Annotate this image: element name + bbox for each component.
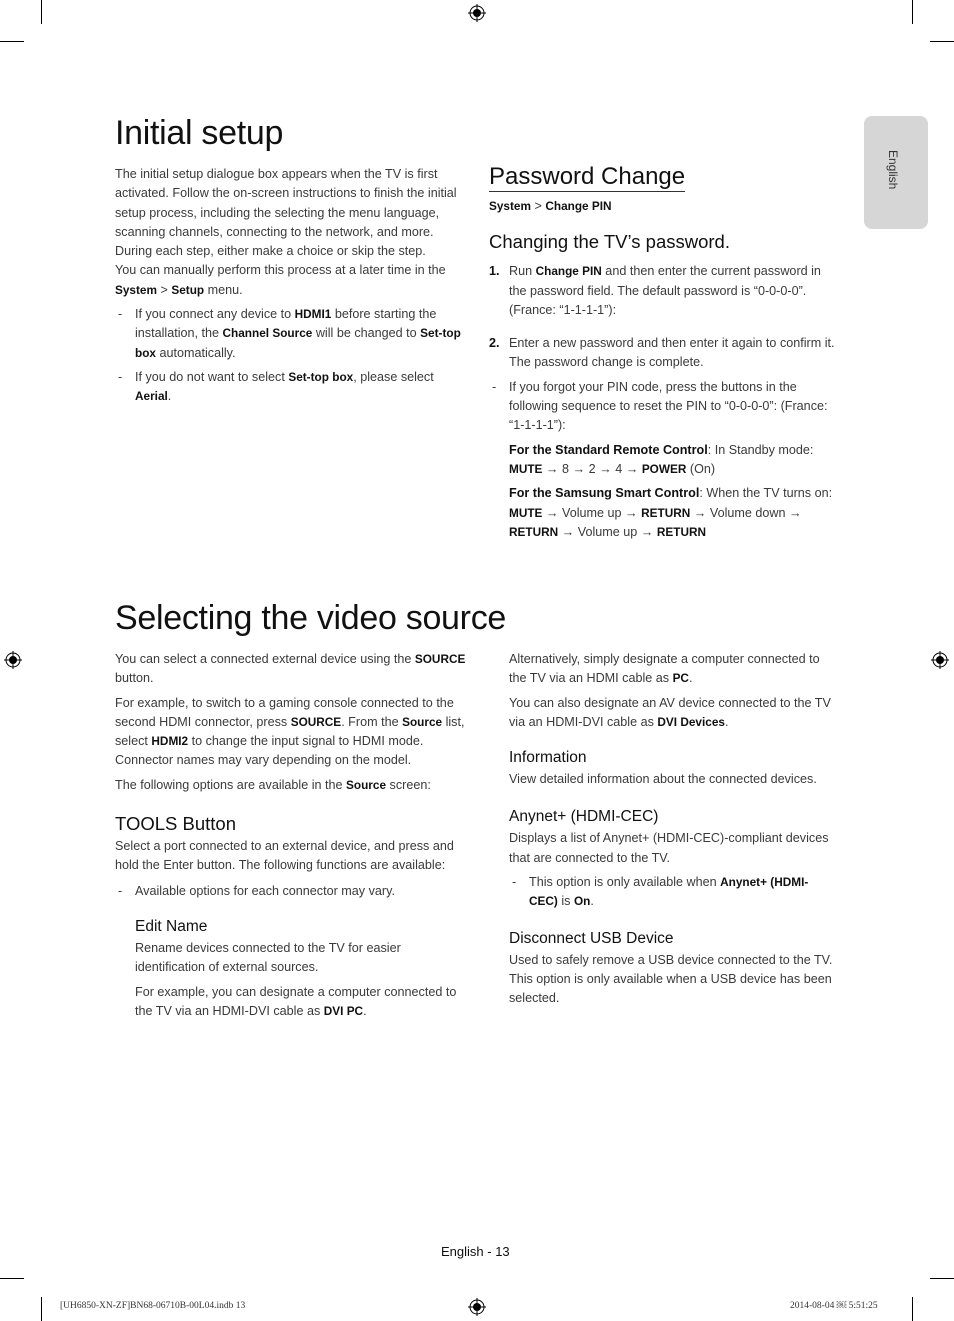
text-run: before starting the installation, the [135,307,437,341]
crop-mark [0,41,24,42]
video-source-right-column [509,650,837,1014]
on-label: On [573,894,591,909]
text-run: > [530,199,546,213]
crop-mark [41,1297,42,1321]
text-run: If you connect any device to [135,307,295,322]
standard-remote-label: For the Standard Remote Control [509,442,708,457]
text-run: This option is only available when [529,875,721,890]
source-list-label: Source [402,714,443,729]
text-run: You can manually perform this process at a later time in the [115,263,446,278]
pin-reset-note: - If you forgot your PIN code, press the buttons in the following sequence to reset the PIN to “0-0-0-0”: (France: “1-1-1-1”): [489,378,835,436]
crop-mark [912,1297,913,1321]
initial-setup-note-aerial [115,368,467,407]
anynet-note [509,873,837,912]
text-run: automatically. [155,345,236,360]
channel-source-label: Channel Source [222,326,313,341]
video-source-left-column [115,650,467,1026]
tools-options-note: - Available options for each connector may vary. [115,882,467,901]
mute-key-label: MUTE [509,461,543,476]
text-run: screen: [386,777,431,792]
standard-remote-sequence [489,441,835,480]
dvi-pc-label: DVI PC [323,1003,364,1018]
password-change-column [489,163,835,547]
text-run: . [167,389,172,404]
source-example [115,694,467,771]
registration-mark-icon [931,651,949,669]
smart-control-label: For the Samsung Smart Control [509,486,700,501]
information-text: View detailed information about the connected devices. [509,772,817,787]
text-run: Enter a new password and then enter it again to confirm it. The password change is complete. [509,336,835,370]
initial-setup-title: Initial setup [115,114,284,152]
menu-change-pin-label: Change PIN [545,199,612,213]
text-run: and then enter the current password in the password field. The default password is “0-0-0-0”. (France: “1-1-1-1”): [509,264,821,317]
registration-mark-icon [468,4,486,22]
crop-mark [930,41,954,42]
crop-mark [41,0,42,24]
registration-mark-icon [468,1298,486,1316]
menu-setup-label: Setup [171,282,205,297]
return-key-label: RETURN [641,505,691,520]
text-run: For example, you can designate a computer connected to the TV via an HDMI-DVI cable as [135,984,457,1018]
text-run: You can select a connected external device using the [115,652,415,666]
text-run: will be changed to [312,326,421,341]
return-key-label: RETURN [509,524,559,539]
crop-mark [912,0,913,24]
text-run: → Volume up → [558,524,657,539]
smart-control-sequence [489,484,835,542]
crop-mark [0,1278,24,1279]
text-run: Alternatively, simply designate a computer connected to the TV via an HDMI cable as [509,652,820,686]
dvi-devices-label: DVI Devices [657,714,725,729]
password-step-1 [489,262,835,320]
language-tab [864,116,928,229]
menu-system-label: System [115,282,157,297]
print-slug-left: [UH6850-XN-ZF]BN68-06710B-00L04.indb 13 [60,1301,246,1311]
initial-setup-column [115,165,467,412]
text-run: : When the TV turns on: [699,486,833,501]
text-run: You can also designate an AV device connected to the TV via an HDMI-DVI cable as [509,695,831,729]
initial-setup-manual-text [115,261,467,300]
text-run: → Volume up → [542,505,642,520]
text-run: If you do not want to select [135,369,289,384]
edit-name-example [115,983,467,1022]
source-screen-label: Source [346,777,387,792]
anynet-text: Displays a list of Anynet+ (HDMI-CEC)-compliant devices that are connected to the TV. [509,831,829,865]
text-run: is [557,894,574,909]
edit-name-heading: Edit Name [135,917,208,935]
text-run: , please select [353,369,434,384]
step-number: 2. [489,336,500,351]
text-run: . [724,714,729,729]
text-run: . [688,671,693,686]
page-number: English - 13 [441,1244,510,1259]
disconnect-usb-text: Used to safely remove a USB device connected to the TV. This option is only available when a USB device has been selected. [509,952,833,1006]
video-source-title: Selecting the video source [115,599,507,637]
text-run: . From the [341,714,403,729]
return-key-label: RETURN [656,524,707,539]
text-run: → 8 → 2 → 4 → [542,461,642,476]
power-key-label: POWER [641,461,687,476]
menu-system-label: System [489,199,531,213]
password-change-path [489,197,835,216]
text-run: : In Standby mode: [707,442,814,457]
language-tab-label: English [886,150,900,190]
set-top-box-label: Set-top box [135,326,461,360]
text-run: . [363,1003,367,1018]
aerial-label: Aerial [135,389,168,404]
hdmi2-label: HDMI2 [151,734,189,749]
print-slug-right: 2014-08-04 ￼ 5:51:25 [790,1301,878,1311]
menu-change-pin-label: Change PIN [535,264,602,279]
mute-key-label: MUTE [509,505,543,520]
text-run: menu. [204,282,243,297]
source-key-label: SOURCE [414,652,466,666]
text-run: The following options are available in the [115,777,347,792]
tools-button-heading: TOOLS Button [115,813,236,835]
set-top-box-label: Set-top box [288,369,354,384]
initial-setup-intro: The initial setup dialogue box appears when the TV is first activated. Follow the on-screen instructions to finish the initial setup process, including the selecting the menu language, scanning channels, connecting to the network, and more. During each step, either make a choice or skip the step. [115,167,457,259]
edit-name-text: Rename devices connected to the TV for easier identification of external sources. [135,940,401,975]
text-run: Run [509,264,536,279]
pc-designation-text [509,650,837,689]
source-key-label: SOURCE [290,714,342,729]
text-run: For example, to switch to a gaming console connected to the second HDMI connector, press [115,695,454,729]
disconnect-usb-heading: Disconnect USB Device [509,929,674,947]
text-run: (On) [686,461,716,476]
text-run: to change the input signal to HDMI mode. Connector names may vary depending on the model. [115,734,424,768]
text-run: > [156,282,172,297]
pc-label: PC [672,671,689,686]
av-designation-text [509,694,837,733]
initial-setup-note-hdmi [115,305,467,363]
source-options-intro [115,776,467,795]
text-run: button. [115,671,154,686]
crop-mark [930,1278,954,1279]
changing-password-subtitle: Changing the TV’s password. [489,231,730,253]
information-heading: Information [509,749,587,767]
password-step-2 [489,334,835,373]
password-change-title: Password Change [489,163,686,190]
step-number: 1. [489,264,500,279]
text-run: . [590,894,594,909]
tools-button-text: Select a port connected to an external device, and press and hold the Enter button. The following functions are available: [115,839,454,873]
text-run: → Volume down → [690,505,802,520]
anynet-heading: Anynet+ (HDMI-CEC) [509,808,659,826]
source-intro [115,650,467,689]
registration-mark-icon [4,651,22,669]
hdmi1-label: HDMI1 [294,307,332,322]
text-run: list, select [115,714,465,749]
anynet-label: Anynet+ (HDMI-CEC) [529,875,809,909]
